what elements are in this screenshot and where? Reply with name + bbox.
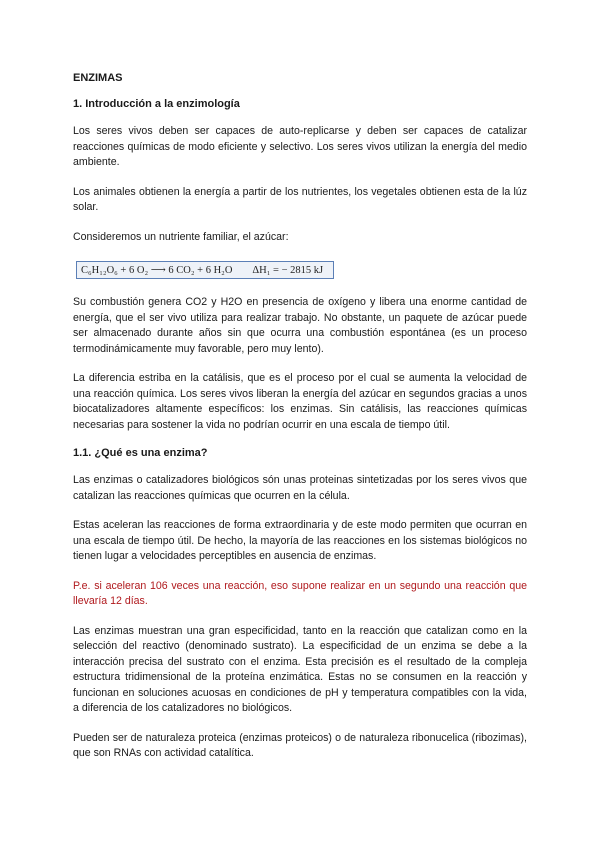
paragraph-combustion: Su combustión genera CO2 y H2O en presencia de oxígeno y libera una enorme cantidad de energía, que el ser vivo utiliza para realizar trabajo. No obstante, un paquete de azúcar puede ser almacenado durante años sin que ocurra una combustión espontánea (es un proceso termodinámicamente muy favorable, pero muy lento). (73, 296, 527, 355)
paragraph-specificity: Las enzimas muestran una gran especificidad, tanto en la reacción que catalizan como en la selección del reactivo (denominado sustrato). La especificidad de un enzima se debe a la interacción precisa del sustrato con el enzima. Esta precisión es el resultado de la compleja estructura tridimensional de la proteína enzimática. Estas no se consumen en la reacción y funcionan en soluciones acuosas en condiciones de pH y temperatura compatibles con la vida, a diferencia de los catalizadores no biológicos. (73, 624, 527, 714)
paragraph-intro-2: Los animales obtienen la energía a partir de los nutrientes, los vegetales obtienen esta de la lúz solar. (73, 185, 527, 213)
paragraph-intro-1: Los seres vivos deben ser capaces de auto-replicarse y deben ser capaces de catalizar reacciones químicas de modo eficiente y selectivo. Los seres vivos utilizan la energía del medio ambiente. (73, 125, 527, 168)
red-example-note: P.e. si aceleran 106 veces una reacción, eso supone realizar en un segundo una reacción que llevaría 12 días. (73, 579, 527, 607)
section-heading-intro: 1. Introducción a la enzimología (73, 98, 240, 110)
equation-reaction: C₆H₁₂O₆ + 6 O₂ ⟶ 6 CO₂ + 6 H₂O (81, 265, 233, 276)
paragraph-nature: Pueden ser de naturaleza proteica (enzimas proteicos) o de naturaleza ribonucelica (ribozimas), que son RNAs con actividad catalítica. (73, 731, 527, 759)
paragraph-catalysis: La diferencia estriba en la catálisis, que es el proceso por el cual se aumenta la velocidad de una reacción química. Los seres vivos liberan la energía del azúcar en segundos gracias a unos biocatalizadores altamente específicos: los enzimas. Sin catálisis, las reacciones químicas necesarias para sostener la vida no podrían ocurrir en una escala de tiempo útil. (73, 372, 527, 431)
section-heading-what-is-enzyme: 1.1. ¿Qué es una enzima? (73, 447, 208, 459)
paragraph-enzyme-definition: Las enzimas o catalizadores biológicos són unas proteinas sintetizadas por los seres vivos que catalizan las reacciones químicas que ocurren en la célula. (73, 474, 527, 502)
combustion-equation (76, 261, 334, 279)
document-title: ENZIMAS (73, 72, 123, 84)
paragraph-enzyme-acceleration: Estas aceleran las reacciones de forma extraordinaria y de este modo permiten que ocurran en una escala de tiempo útil. De hecho, la mayoría de las reacciones en los sistemas biológicos no tienen lugar a velocidades perceptibles en ausencia de enzimas. (73, 519, 527, 562)
paragraph-intro-3: Consideremos un nutriente familiar, el azúcar: (73, 230, 289, 243)
equation-enthalpy: ΔH₁ = − 2815 kJ (252, 265, 324, 276)
